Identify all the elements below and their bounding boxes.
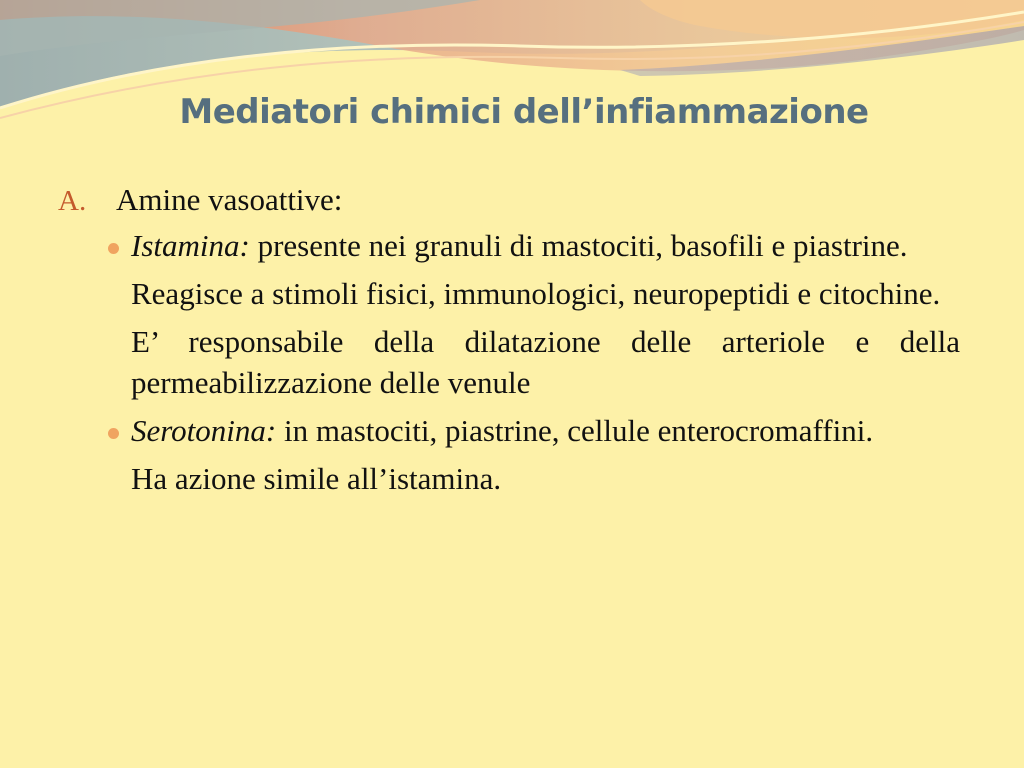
bullet-paragraph: Reagisce a stimoli fisici, immunologici, neuropeptidi e citochine. xyxy=(131,276,941,311)
bullet-dot-icon xyxy=(108,243,119,254)
bullet-paragraph: E’ responsabile della dilatazione delle arteriole e della permeabilizzazione delle venule xyxy=(131,324,960,400)
slide-title: Mediatori chimici dell’infiammazione xyxy=(179,92,869,132)
item-heading: Amine vasoattive: xyxy=(116,182,343,217)
item-number: A. xyxy=(58,185,87,217)
bullet-paragraph xyxy=(131,225,960,266)
bullet-term: Istamina: xyxy=(131,228,250,263)
bullet-dot-icon xyxy=(108,428,119,439)
bullet-paragraph: Ha azione simile all’istamina. xyxy=(131,461,502,496)
bullet-serotonina xyxy=(58,410,960,499)
bullet-paragraph xyxy=(131,410,960,451)
paragraph-text: presente nei granuli di mastociti, basofili e piastrine. xyxy=(257,228,908,263)
bullet-term: Serotonina: xyxy=(131,413,277,448)
numbered-item-a xyxy=(58,178,960,223)
bullet-istamina xyxy=(58,225,960,403)
paragraph-text: in mastociti, piastrine, cellule enterocromaffini. xyxy=(283,413,874,448)
slide-content xyxy=(58,178,960,506)
bullet-list xyxy=(58,225,960,499)
